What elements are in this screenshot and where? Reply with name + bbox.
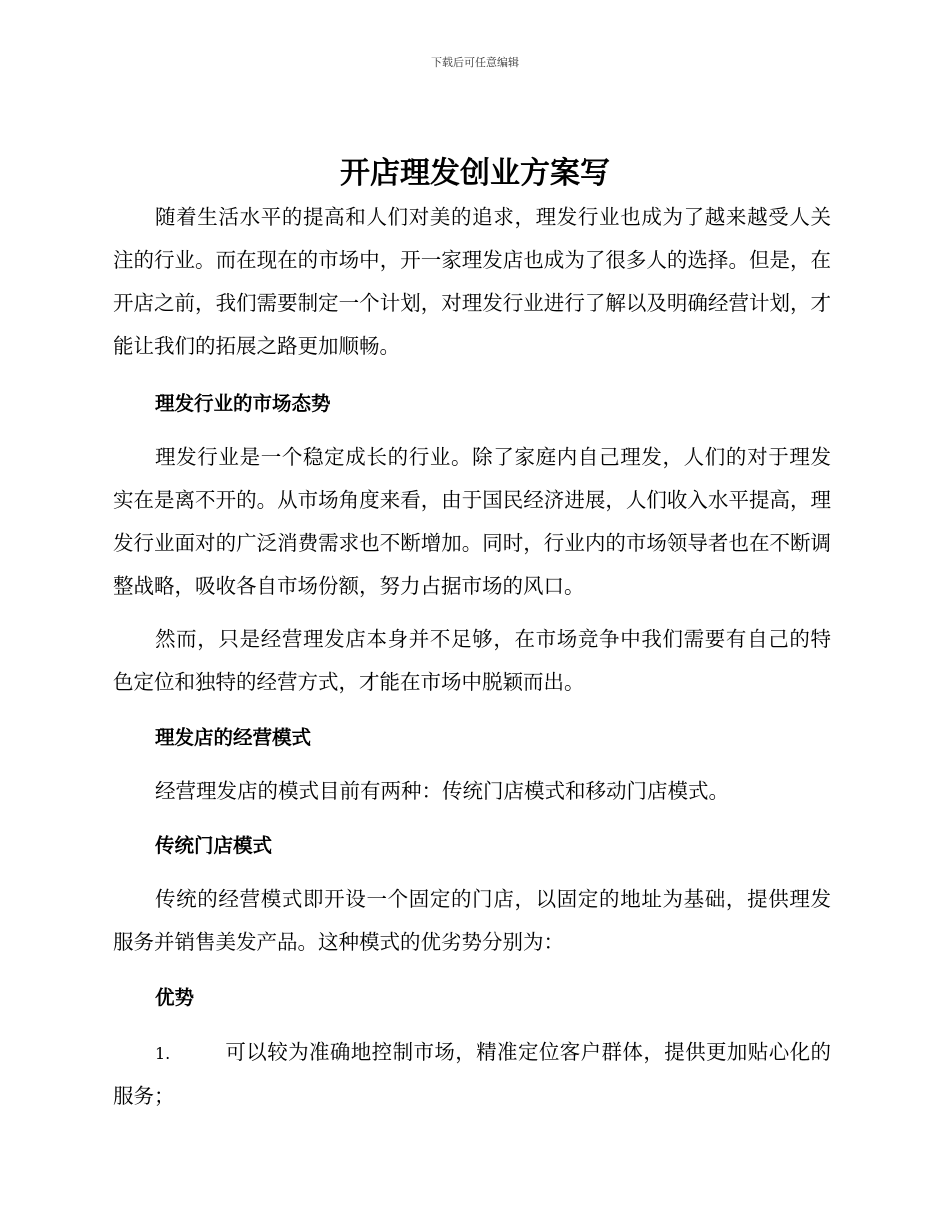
document-title: 开店理发创业方案写 [340, 156, 610, 191]
section-advantages [113, 976, 831, 1019]
intro-paragraph: 随着生活水平的提高和人们对美的追求，理发行业也成为了越来越受人关注的行业。而在现在的市场中，开一家理发店也成为了很多人的选择。但是，在开店之前，我们需要制定一个计划，对理发行业进行了解以及明确经营计划，才能让我们的拓展之路更加顺畅。 [113, 205, 831, 358]
section-heading-advantages: 优势 [155, 986, 195, 1009]
market-paragraph-1: 理发行业是一个稳定成长的行业。除了家庭内自己理发，人们的对于理发实在是离不开的。从市场角度来看，由于国民经济进展，人们收入水平提高，理发行业面对的广泛消费需求也不断增加。同时，行业内的市场领导者也在不断调整战略，吸收各自市场份额，努力占据市场的风口。 [113, 445, 831, 598]
section-market-body-2 [113, 618, 831, 704]
section-market [113, 382, 831, 425]
section-market-body [113, 436, 831, 608]
section-traditional-body [113, 878, 831, 964]
section-mode [113, 716, 831, 759]
document-body [113, 196, 831, 368]
section-mode-body [113, 770, 831, 813]
section-heading-traditional: 传统门店模式 [155, 834, 273, 857]
advantages-list [113, 1031, 831, 1118]
section-traditional [113, 824, 831, 867]
traditional-paragraph-1: 传统的经营模式即开设一个固定的门店，以固定的地址为基础，提供理发服务并销售美发产品。这种模式的优劣势分别为： [113, 887, 831, 954]
section-heading-mode: 理发店的经营模式 [155, 726, 312, 749]
list-item-number: 1. [155, 1044, 171, 1063]
list-item-text: 可以较为准确地控制市场，精准定位客户群体，提供更加贴心化的服务； [113, 1040, 831, 1108]
list-item [113, 1031, 831, 1118]
page-header: 下载后可任意编辑 [431, 56, 519, 69]
section-heading-market: 理发行业的市场态势 [155, 392, 331, 415]
market-paragraph-2: 然而，只是经营理发店本身并不足够，在市场竞争中我们需要有自己的特色定位和独特的经营方式，才能在市场中脱颖而出。 [113, 627, 831, 694]
mode-paragraph-1: 经营理发店的模式目前有两种：传统门店模式和移动门店模式。 [155, 779, 729, 803]
